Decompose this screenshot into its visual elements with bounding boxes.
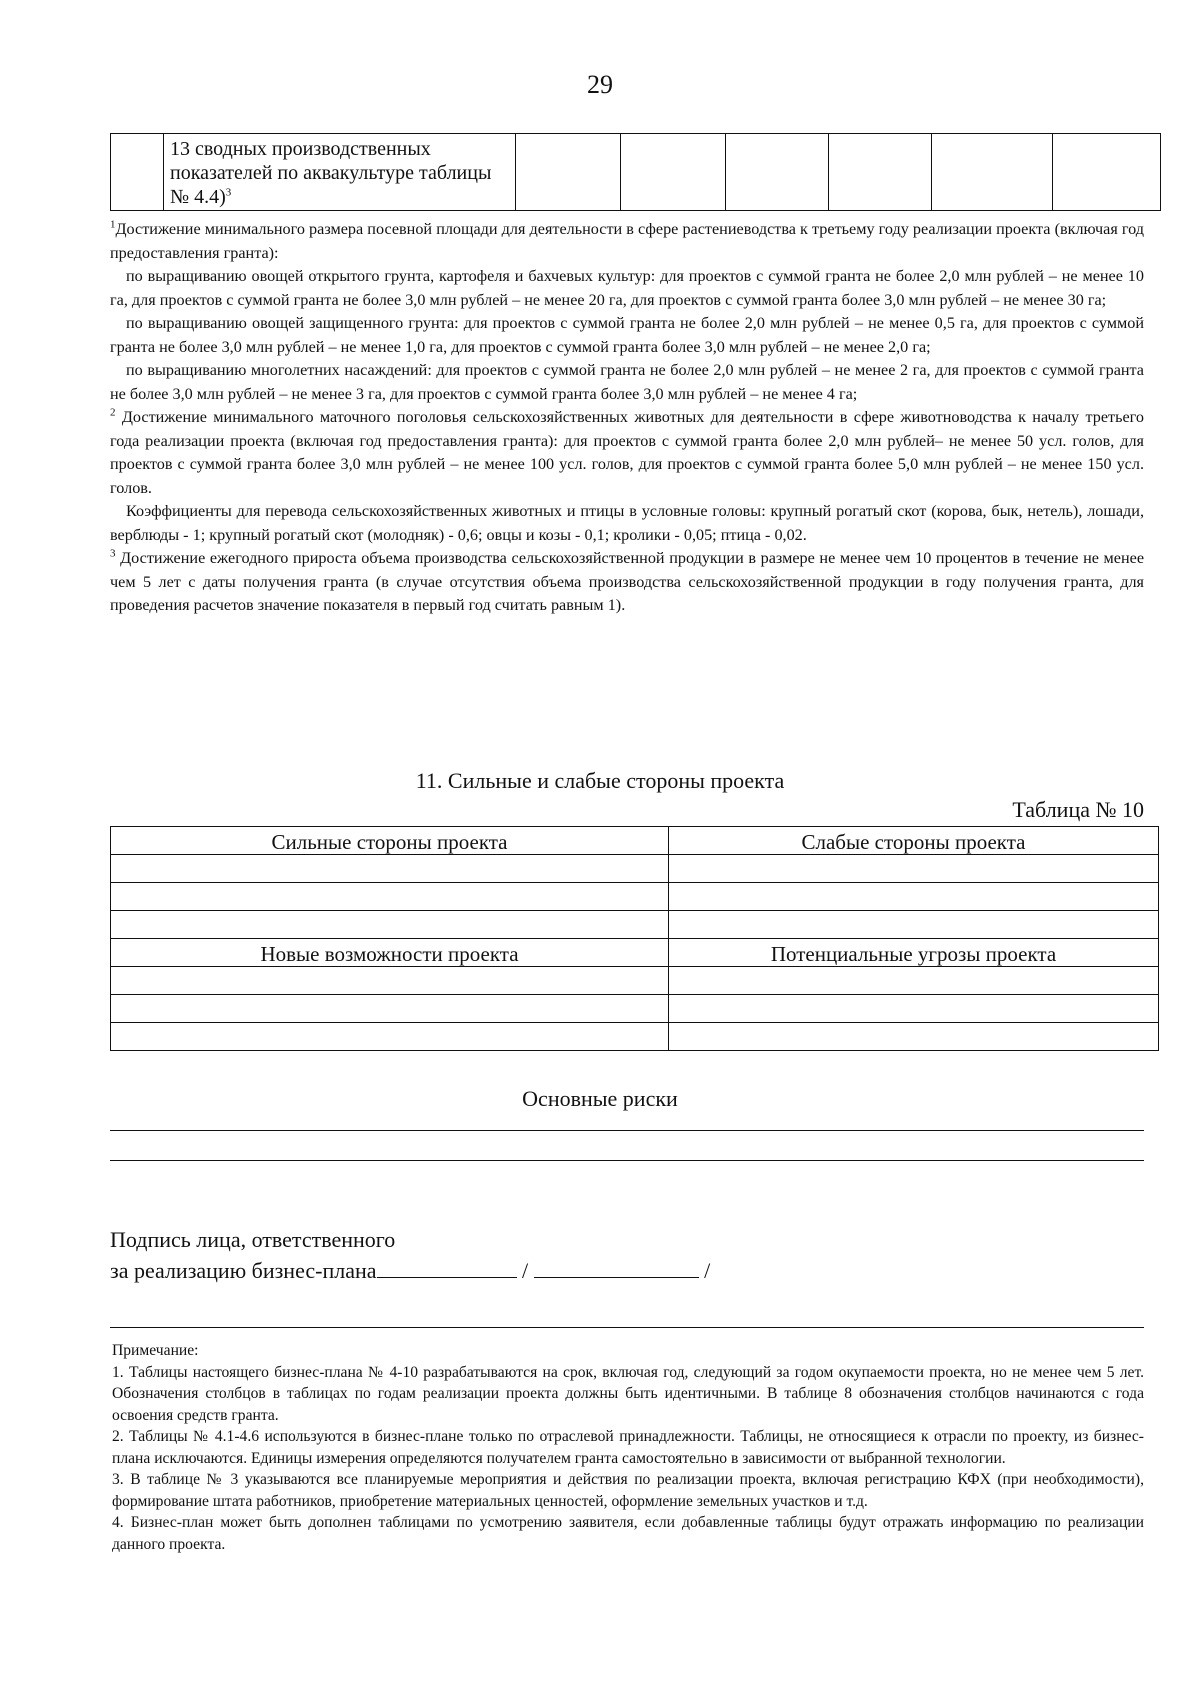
risk-line bbox=[110, 1160, 1144, 1161]
footnote-1 bbox=[110, 218, 1144, 265]
signature-label-line1: Подпись лица, ответственного bbox=[110, 1227, 396, 1252]
footnote-1-item: по выращиванию овощей защищенного грунта: для проектов с суммой гранта не более 2,0 млн рублей – не менее 0,5 га, для проектов с суммой гранта не более 3,0 млн рублей – не менее 1,0 га, для проектов с суммой гранта более 3,0 млн рублей – не менее 2,0 га; bbox=[110, 314, 1144, 356]
table-label: Таблица № 10 bbox=[1012, 797, 1144, 822]
table-cell bbox=[726, 134, 829, 211]
note-item: 1. Таблицы настоящего бизнес-плана № 4-10 разрабатываются на срок, включая год, следующий за годом окупаемости проекта, но не менее чем 5 лет. Обозначения столбцов в таблицах по годам реализации проекта должны быть идентичными. В таблице 8 обозначения столбцов начинаются с года освоения средств гранта. bbox=[112, 1363, 1144, 1424]
swot-empty-cell bbox=[111, 995, 669, 1023]
signature-slash: / bbox=[522, 1258, 529, 1283]
threats-label: Потенциальные угрозы проекта bbox=[770, 942, 1057, 966]
note-item: 2. Таблицы № 4.1-4.6 используются в бизнес-плане только по отраслевой принадлежности. Таблицы, не относящиеся к отрасли по проекту, из бизнес-плана исключаются. Единицы измерения определяются получателем гранта самостоятельно в зависимости от выбранной технологии. bbox=[112, 1428, 1144, 1467]
table-cell bbox=[1053, 134, 1161, 211]
signature-block bbox=[110, 1225, 710, 1286]
footnote-mark-1: 1 bbox=[110, 218, 116, 231]
swot-header-opportunities bbox=[111, 939, 669, 967]
section-title: 11. Сильные и слабые стороны проекта bbox=[415, 768, 785, 793]
footnote-2-coefficients: Коэффициенты для перевода сельскохозяйственных животных и птицы в условные головы: крупный рогатый скот (корова, бык, нетель), лошади, верблюды - 1; крупный рогатый скот (молодняк) - 0,6; овцы и козы - 0,1; кролики - 0,05; птица - 0,02. bbox=[110, 502, 1144, 544]
strengths-label: Сильные стороны проекта bbox=[271, 830, 508, 854]
swot-empty-cell bbox=[111, 911, 669, 939]
swot-empty-cell bbox=[669, 883, 1159, 911]
footnote-mark-3: 3 bbox=[110, 547, 116, 560]
notes-divider bbox=[110, 1327, 1144, 1328]
production-indicators-table bbox=[110, 133, 1161, 211]
signature-label-line2: за реализацию бизнес-плана bbox=[110, 1258, 377, 1283]
footnote-2-text: Достижение минимального маточного поголовья сельскохозяйственных животных для деятельности в сфере животноводства к началу третьего года реализации проекта (включая год предоставления гранта): для проектов с суммой гранта более 2,0 млн рублей– не менее 50 усл. голов, для проектов с суммой гранта более 3,0 млн рублей – не менее 100 усл. голов, для проектов с суммой гранта более 5,0 млн рублей – не менее 150 усл. голов. bbox=[110, 408, 1144, 497]
opportunities-label: Новые возможности проекта bbox=[260, 942, 519, 966]
swot-empty-cell bbox=[669, 1023, 1159, 1051]
swot-empty-cell bbox=[669, 855, 1159, 883]
table-cell-number bbox=[111, 134, 164, 211]
footnote-1-item: по выращиванию многолетних насаждений: для проектов с суммой гранта не более 2,0 млн рублей – не менее 2 га, для проектов с суммой гранта не более 3,0 млн рублей – не менее 3 га, для проектов с суммой гранта более 3,0 млн рублей – не менее 4 га; bbox=[110, 361, 1144, 403]
footnotes-block bbox=[110, 218, 1144, 618]
table-cell-description bbox=[164, 134, 516, 211]
table-cell bbox=[621, 134, 726, 211]
signature-blank bbox=[377, 1255, 517, 1278]
footnote-1-intro: Достижение минимального размера посевной площади для деятельности в сфере растениеводства к третьему году реализации проекта (включая год предоставления гранта): bbox=[110, 220, 1144, 262]
swot-header-strengths bbox=[111, 827, 669, 855]
swot-empty-cell bbox=[111, 1023, 669, 1051]
risks-title: Основные риски bbox=[522, 1086, 678, 1111]
table-cell bbox=[829, 134, 932, 211]
swot-empty-cell bbox=[111, 967, 669, 995]
footnote-3 bbox=[110, 547, 1144, 618]
weaknesses-label: Слабые стороны проекта bbox=[801, 830, 1026, 854]
table-cell bbox=[516, 134, 621, 211]
swot-empty-cell bbox=[111, 883, 669, 911]
swot-empty-cell bbox=[669, 911, 1159, 939]
page-number: 29 bbox=[587, 70, 613, 99]
swot-empty-cell bbox=[669, 995, 1159, 1023]
swot-empty-cell bbox=[669, 967, 1159, 995]
signature-slash: / bbox=[704, 1258, 711, 1283]
footnote-3-text: Достижение ежегодного прироста объема производства сельскохозяйственной продукции в размере не менее чем 10 процентов в течение не менее чем 5 лет с даты получения гранта (в случае отсутствия объема производства сельскохозяйственной продукции в году получения гранта, для проведения расчетов значение показателя в первый год считать равным 1). bbox=[110, 549, 1145, 614]
footnote-mark-2: 2 bbox=[110, 406, 116, 419]
note-item: 3. В таблице № 3 указываются все планируемые мероприятия и действия по реализации проекта, включая регистрацию КФХ (при необходимости), формирование штата работников, приобретение материальных ценностей, оформление земельных участков и т.д. bbox=[112, 1471, 1144, 1510]
swot-empty-cell bbox=[111, 855, 669, 883]
footnote-1-item: по выращиванию овощей открытого грунта, картофеля и бахчевых культур: для проектов с суммой гранта не более 2,0 млн рублей – не менее 10 га, для проектов с суммой гранта не более 3,0 млн рублей – не менее 20 га, для проектов с суммой гранта более 3,0 млн рублей – не менее 30 га; bbox=[110, 267, 1144, 309]
footnote-ref-3: 3 bbox=[225, 186, 232, 199]
notes-block bbox=[112, 1340, 1144, 1555]
table-cell bbox=[932, 134, 1053, 211]
swot-header-threats bbox=[669, 939, 1159, 967]
risk-line bbox=[110, 1130, 1144, 1131]
footnote-2 bbox=[110, 406, 1144, 500]
signature-label-line2-row bbox=[110, 1255, 710, 1286]
name-blank bbox=[534, 1255, 699, 1278]
notes-heading: Примечание: bbox=[112, 1342, 199, 1359]
note-item: 4. Бизнес-план может быть дополнен таблицами по усмотрению заявителя, если добавленные таблицы будут отражать информацию по реализации данного проекта. bbox=[112, 1514, 1144, 1553]
indicator-text: 13 сводных производственных показателей по аквакультуре таблицы № 4.4) bbox=[170, 138, 492, 208]
swot-header-weaknesses bbox=[669, 827, 1159, 855]
swot-table bbox=[110, 826, 1159, 1051]
